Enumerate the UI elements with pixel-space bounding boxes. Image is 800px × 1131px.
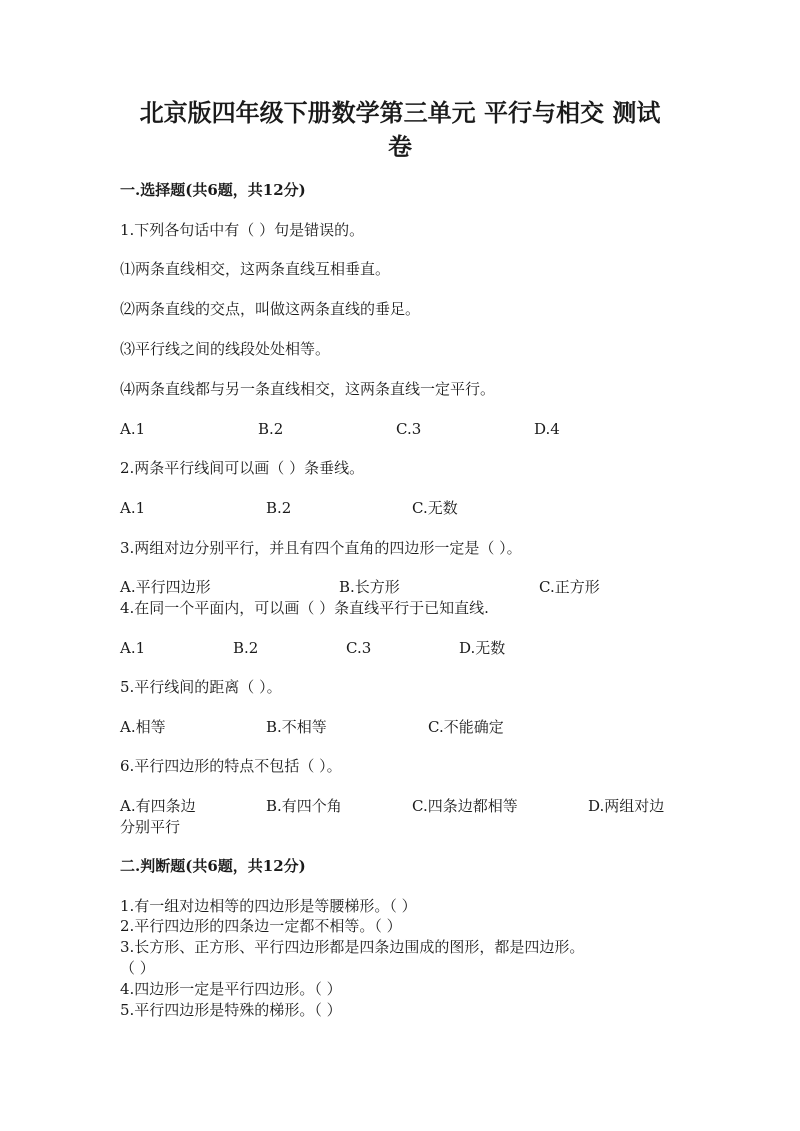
question-2-stem: 2.两条平行线间可以画（ ）条垂线。 (120, 459, 365, 477)
question-1-option-d: D.4 (534, 420, 560, 438)
question-3-stem: 3.两组对边分别平行，并且有四个直角的四边形一定是（ ）。 (120, 539, 522, 557)
judgment-item-4: 4.四边形一定是平行四边形。（ ） (120, 980, 342, 998)
question-1-statement-4: ⑷两条直线都与另一条直线相交，这两条直线一定平行。 (120, 380, 496, 398)
page-title-line1: 北京版四年级下册数学第三单元 平行与相交 测试 (139, 98, 661, 127)
question-2-option-a: A.1 (120, 499, 146, 517)
judgment-item-3: 3.长方形、正方形、平行四边形都是四条边围成的图形，都是四边形。 (120, 938, 585, 956)
judgment-item-3-blank: （ ） (120, 959, 155, 977)
question-1-statement-1: ⑴两条直线相交，这两条直线互相垂直。 (120, 260, 391, 278)
question-1-stem: 1.下列各句话中有（ ）句是错误的。 (120, 221, 365, 239)
question-6-option-a: A.有四条边 (120, 797, 196, 815)
question-1-statement-3: ⑶平行线之间的线段处处相等。 (120, 340, 331, 358)
question-5-option-b: B.不相等 (266, 718, 327, 736)
question-4-option-c: C.3 (346, 639, 372, 657)
question-1-option-a: A.1 (120, 420, 146, 438)
question-4-option-a: A.1 (120, 639, 146, 657)
section-header-choice: 一.选择题(共6题，共12分) (120, 181, 306, 199)
judgment-item-2: 2.平行四边形的四条边一定都不相等。（ ） (120, 917, 402, 935)
judgment-item-5: 5.平行四边形是特殊的梯形。（ ） (120, 1001, 342, 1019)
judgment-item-1: 1.有一组对边相等的四边形是等腰梯形。（ ） (120, 897, 417, 915)
question-5-option-a: A.相等 (120, 718, 166, 736)
section-header-judgment: 二.判断题(共6题，共12分) (120, 857, 306, 875)
question-4-option-d: D.无数 (459, 639, 506, 657)
question-3-option-b: B.长方形 (339, 578, 400, 596)
question-6-option-c: C.四条边都相等 (412, 797, 518, 815)
question-3-option-a: A.平行四边形 (120, 578, 211, 596)
question-6-option-b: B.有四个角 (266, 797, 342, 815)
question-4-stem: 4.在同一个平面内，可以画（ ）条直线平行于已知直线. (120, 599, 489, 617)
question-5-stem: 5.平行线间的距离（ ）。 (120, 678, 282, 696)
question-2-option-c: C.无数 (412, 499, 458, 517)
question-4-option-b: B.2 (233, 639, 259, 657)
question-3-option-c: C.正方形 (539, 578, 600, 596)
question-6-option-d: D.两组对边 (588, 797, 665, 815)
question-6-option-d-continued: 分别平行 (120, 818, 181, 836)
question-6-stem: 6.平行四边形的特点不包括（ ）。 (120, 757, 342, 775)
question-1-option-c: C.3 (396, 420, 422, 438)
question-5-option-c: C.不能确定 (428, 718, 504, 736)
question-2-option-b: B.2 (266, 499, 292, 517)
question-1-statement-2: ⑵两条直线的交点，叫做这两条直线的垂足。 (120, 300, 421, 318)
question-1-option-b: B.2 (258, 420, 284, 438)
page-title-line2: 卷 (388, 132, 412, 161)
